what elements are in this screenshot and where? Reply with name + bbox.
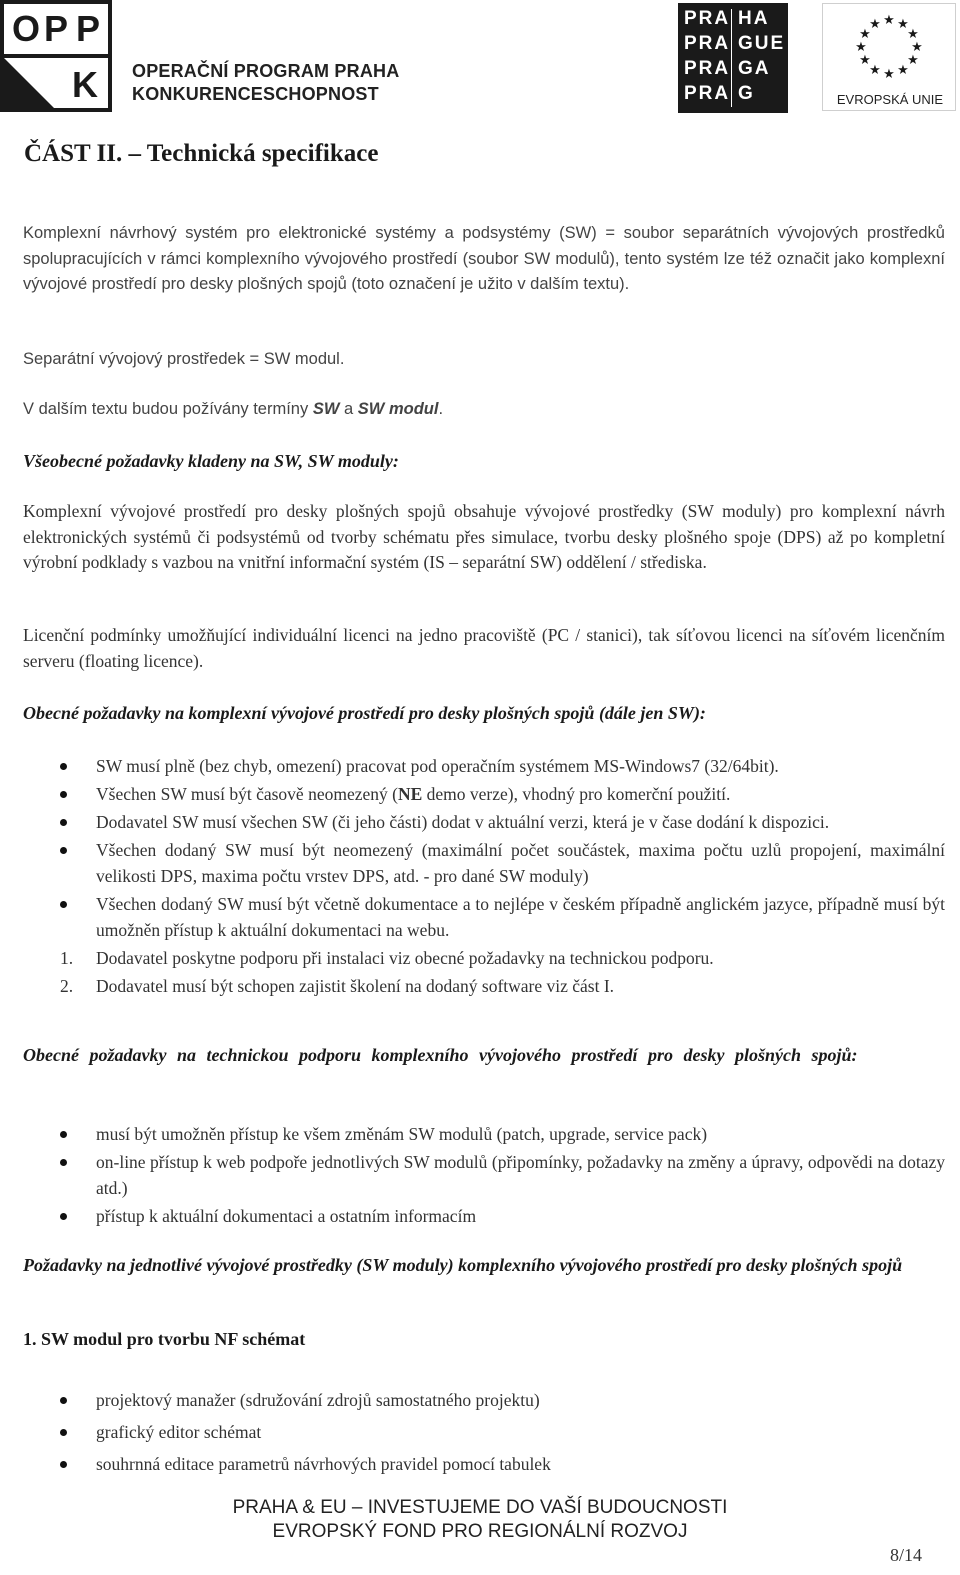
praha-cell: PRA [684, 58, 731, 79]
svg-text:★: ★ [859, 53, 871, 68]
term-sw-modul: SW modul [357, 400, 439, 418]
praha-cell: PRA [684, 33, 731, 54]
opp-letter-k: K [72, 64, 98, 105]
bullet-icon [60, 819, 67, 826]
list-item [23, 1121, 945, 1147]
svg-text:★: ★ [907, 27, 919, 42]
footer-line-1: PRAHA & EU – INVESTUJEME DO VAŠÍ BUDOUCNOSTI [232, 1497, 728, 1518]
praha-cell: GUE [738, 33, 786, 54]
list-number: 1. [60, 948, 74, 968]
svg-text:★: ★ [859, 27, 871, 42]
terms-middle: a [339, 400, 358, 418]
module1-heading: 1. SW modul pro tvorbu NF schémat [23, 1329, 306, 1349]
bullet-icon [60, 1461, 67, 1468]
bullet-icon [60, 763, 67, 770]
opp-letter-o: O [12, 8, 41, 49]
praha-cell: G [738, 83, 755, 104]
list-item [23, 1149, 945, 1201]
terms-line [23, 397, 945, 423]
eu-stars-icon [823, 4, 955, 90]
list-item [23, 753, 945, 779]
bullet-icon [60, 847, 67, 854]
svg-text:★: ★ [869, 63, 881, 78]
eu-label: EVROPSKÁ UNIE [836, 92, 944, 107]
module1-list [23, 1387, 945, 1477]
list-item-text: přístup k aktuální dokumentaci a ostatním informacím [96, 1206, 477, 1226]
svg-text:★: ★ [907, 53, 919, 68]
bullet-icon [60, 901, 67, 908]
list-item [23, 945, 945, 971]
list-item-text: souhrnná editace parametrů návrhových pravidel pomocí tabulek [96, 1454, 551, 1474]
term-sw: SW [312, 400, 340, 418]
list-item [23, 1419, 945, 1445]
praha-cell: HA [738, 8, 770, 29]
list-item [23, 837, 945, 889]
opp-line-1: OPERAČNÍ PROGRAM PRAHA [132, 61, 400, 81]
list-item [23, 1451, 945, 1477]
list-item-text: Dodavatel poskytne podporu při instalaci viz obecné požadavky na technickou podporu. [96, 948, 714, 968]
opp-letter-p1: P [44, 8, 69, 49]
list-item-text: on-line přístup k web podpoře jednotlivých SW modulů (připomínky, požadavky na změny a úpravy, odpovědi na dotazy atd.) [96, 1152, 945, 1198]
list-item [23, 1203, 945, 1229]
bullet-icon [60, 791, 67, 798]
license-paragraph: Licenční podmínky umožňující individuální licenci na jedno pracoviště (PC / stanici), tak síťovou licenci na síťovém licenčním serveru (floating licence). [23, 625, 945, 671]
list-item-text: projektový manažer (sdružování zdrojů samostatného projektu) [96, 1390, 540, 1410]
list-item-text: Všechen SW musí být časově neomezený ( [96, 784, 398, 804]
general-heading: Všeobecné požadavky kladeny na SW, SW moduly: [23, 451, 399, 471]
individual-heading: Požadavky na jednotlivé vývojové prostředky (SW moduly) komplexního vývojového prostředí pro desky plošných spojů [23, 1255, 903, 1275]
list-item [23, 1387, 945, 1413]
svg-text:★: ★ [855, 40, 867, 55]
list-item-text: Dodavatel SW musí všechen SW (či jeho části) dodat v aktuální verzi, která je v čase dodání k dispozici. [96, 812, 830, 832]
intro-paragraph: Komplexní návrhový systém pro elektronické systémy a podsystémy (SW) = soubor separátních vývojových prostředků spolupracujících v rámci komplexního vývojového prostředí (soubor SW modulů), tento systém lze též označit jako komplexní vývojové prostředí pro desky plošných spojů (toto označení je užito v dalším textu). [23, 224, 945, 293]
list-item-text: SW musí plně (bez chyb, omezení) pracovat pod operačním systémem MS-Windows7 (32/64bit). [96, 756, 779, 776]
list-item [23, 891, 945, 943]
svg-text:★: ★ [883, 67, 895, 82]
list-item [23, 809, 945, 835]
terms-suffix: . [438, 400, 444, 418]
support-requirements-list [23, 1121, 945, 1229]
complex-requirements-list [23, 753, 945, 999]
praha-cell: PRA [684, 8, 731, 29]
bullet-icon [60, 1159, 67, 1166]
svg-text:★: ★ [897, 17, 909, 32]
bullet-icon [60, 1397, 67, 1404]
svg-text:★: ★ [897, 63, 909, 78]
opp-line-2: KONKURENCESCHOPNOST [132, 84, 379, 104]
list-item-text: Dodavatel musí být schopen zajistit školení na dodaný software viz část I. [96, 976, 615, 996]
svg-text:★: ★ [883, 13, 895, 28]
list-item-text: Všechen dodaný SW musí být neomezený (maximální počet součástek, maxima počtu uzlů propojení, maximální velikosti DPS, maxima počtu vrstev DPS, atd. - pro dané SW moduly) [96, 840, 945, 886]
list-item-text: grafický editor schémat [96, 1422, 262, 1442]
praha-cell: PRA [684, 83, 731, 104]
page-title: ČÁST II. – Technická specifikace [24, 140, 379, 167]
opp-letter-p2: P [76, 8, 101, 49]
list-item-text: demo verze), vhodný pro komerční použití. [422, 784, 731, 804]
terms-prefix: V dalším textu budou požívány termíny [23, 400, 313, 418]
general-paragraph: Komplexní vývojové prostředí pro desky plošných spojů obsahuje vývojové prostředky (SW moduly) pro komplexní návrh elektronických systémů či podsystémů od tvorby schématu přes simulace, tvorbu desky plošného spoje (DPS) až po kompletní výrobní podklady s vazbou na vnitřní informační systém (IS – separátní SW) oddělení / střediska. [23, 501, 945, 572]
bullet-icon [60, 1213, 67, 1220]
bullet-icon [60, 1429, 67, 1436]
praha-logo-divider [731, 9, 732, 107]
svg-text:★: ★ [911, 40, 923, 55]
praha-logo [678, 3, 788, 113]
complex-heading: Obecné požadavky na komplexní vývojové prostředí pro desky plošných spojů (dále jen SW): [23, 703, 706, 723]
praha-cell: GA [738, 58, 771, 79]
list-item-text: Všechen dodaný SW musí být včetně dokumentace a to nejlépe v českém případně anglickém jazyce, případně musí být umožněn přístup k aktuální dokumentaci na webu. [96, 894, 945, 940]
footer-line-2: EVROPSKÝ FOND PRO REGIONÁLNÍ ROZVOJ [272, 1521, 688, 1542]
support-heading: Obecné požadavky na technickou podporu komplexního vývojového prostředí pro desky plošných spojů: [23, 1045, 858, 1065]
bullet-icon [60, 1131, 67, 1138]
opp-logo [0, 0, 112, 112]
list-item [23, 781, 945, 807]
list-number: 2. [60, 976, 74, 996]
page-number: 8/14 [890, 1545, 923, 1565]
list-item-text: musí být umožněn přístup ke všem změnám SW modulů (patch, upgrade, service pack) [96, 1124, 708, 1144]
list-item-bold: NE [397, 784, 423, 804]
opp-program-name [132, 60, 399, 106]
list-item [23, 973, 945, 999]
separate-line: Separátní vývojový prostředek = SW modul. [23, 350, 345, 368]
svg-text:★: ★ [869, 17, 881, 32]
